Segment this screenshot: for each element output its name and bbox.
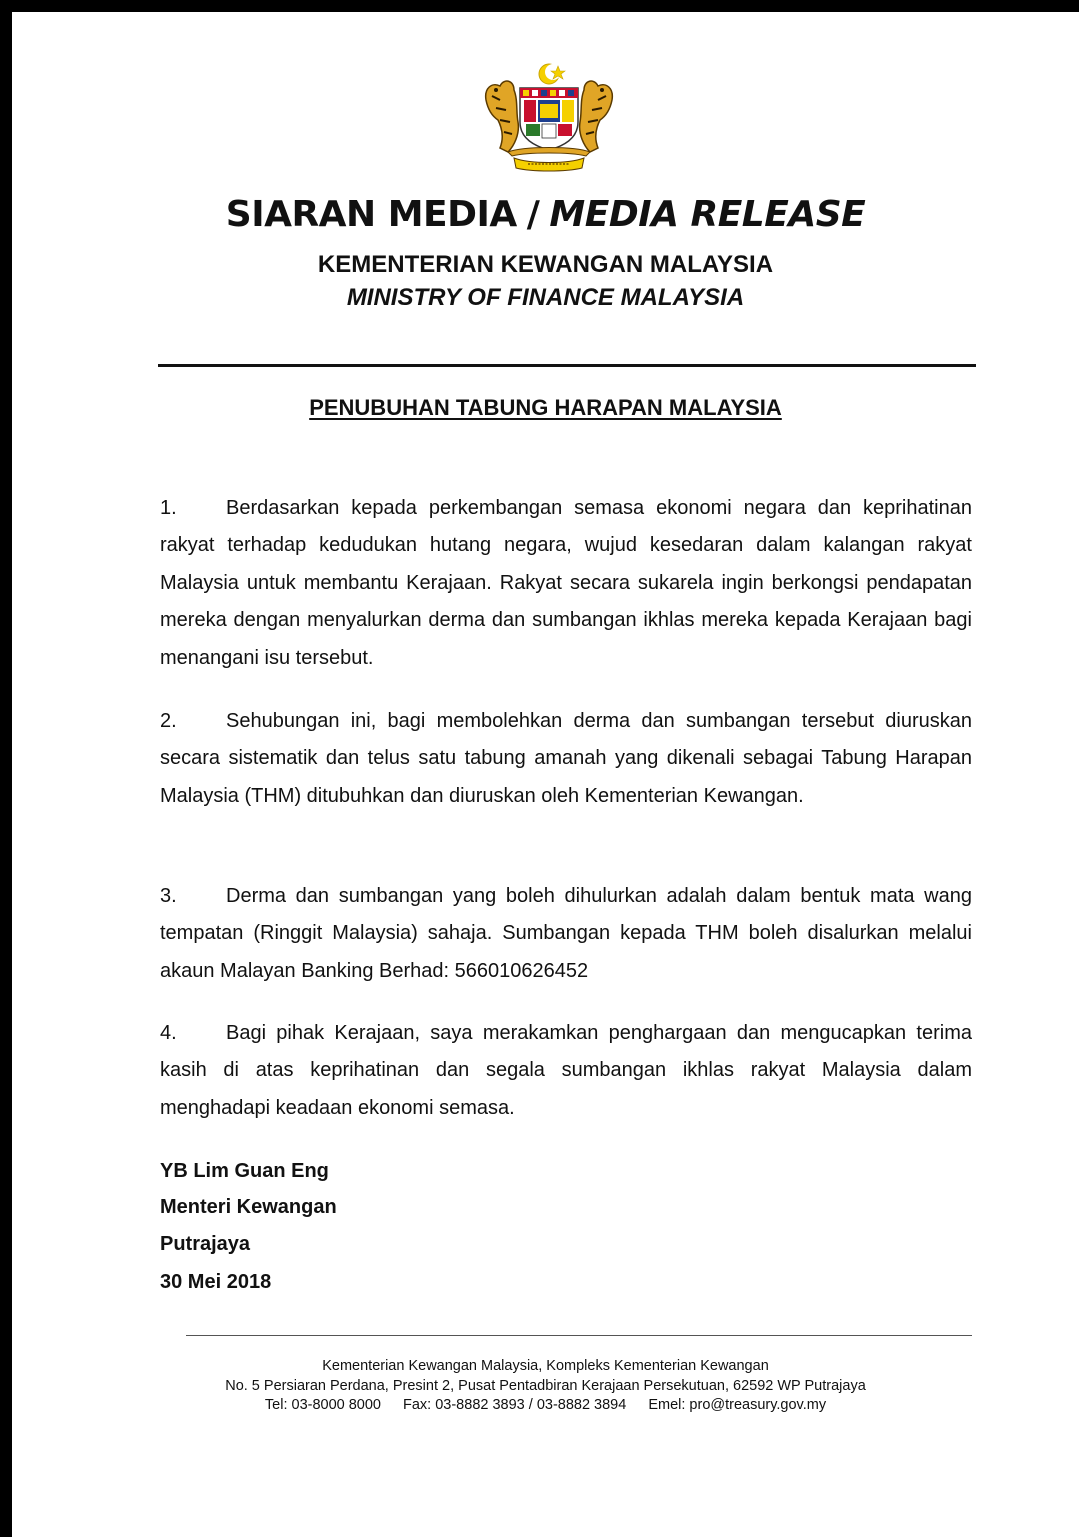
ministry-name-malay: KEMENTERIAN KEWANGAN MALAYSIA xyxy=(317,251,774,278)
coat-of-arms-icon xyxy=(474,60,624,172)
paragraph-text: Berdasarkan kepada perkembangan semasa ekonomi negara dan keprihatinan rakyat terhadap kedudukan hutang negara, wujud kesedaran dalam kalangan rakyat Malaysia untuk membantu Kerajaan. Rakyat secara sukarela ingin berkongsi pendapatan mereka dengan menyalurkan derma dan sumbangan ikhlas mereka kepada Kerajaan bagi menangani isu tersebut. xyxy=(160,497,972,669)
paragraph-1 xyxy=(160,490,972,677)
title-separator: / xyxy=(526,194,540,235)
paragraph-2 xyxy=(160,703,972,815)
paragraph-number: 4. xyxy=(160,1022,177,1044)
paragraph-text: Derma dan sumbangan yang boleh dihulurkan adalah dalam bentuk mata wang tempatan (Ringgit Malaysia) sahaja. Sumbangan kepada THM boleh disalurkan melalui akaun Malayan Banking Berhad: 566010626452 xyxy=(160,885,972,982)
footer-telephone: Tel: 03-8000 8000 xyxy=(264,1397,381,1413)
footer-line-2: No. 5 Persiaran Perdana, Presint 2, Pusat Pentadbiran Kerajaan Persekutuan, 62592 WP Putrajaya xyxy=(225,1378,866,1394)
title-malay: SIARAN MEDIA xyxy=(225,194,517,235)
document-subject: PENUBUHAN TABUNG HARAPAN MALAYSIA xyxy=(309,395,782,420)
release-date: 30 Mei 2018 xyxy=(160,1271,272,1293)
signature-place: Putrajaya xyxy=(160,1233,251,1255)
page-title xyxy=(12,194,1079,235)
signatory-position: Menteri Kewangan xyxy=(160,1196,337,1218)
paragraph-4 xyxy=(160,1015,972,1127)
paragraph-number: 2. xyxy=(160,710,177,732)
signatory-name: YB Lim Guan Eng xyxy=(160,1160,329,1182)
paragraph-number: 3. xyxy=(160,885,177,907)
header-divider xyxy=(158,364,976,367)
footer-line-1: Kementerian Kewangan Malaysia, Kompleks Kementerian Kewangan xyxy=(322,1358,769,1374)
title-english: MEDIA RELEASE xyxy=(549,194,866,235)
footer-fax: Fax: 03-8882 3893 / 03-8882 3894 xyxy=(403,1397,627,1413)
paragraph-text: Bagi pihak Kerajaan, saya merakamkan penghargaan dan mengucapkan terima kasih di atas keprihatinan dan segala sumbangan ikhlas rakyat Malaysia dalam menghadapi keadaan ekonomi semasa. xyxy=(160,1022,972,1119)
document-page xyxy=(12,12,1079,1537)
footer-email: Emel: pro@treasury.gov.my xyxy=(648,1397,827,1413)
paragraph-number: 1. xyxy=(160,497,177,519)
footer-divider xyxy=(186,1335,972,1336)
footer-contact-line xyxy=(12,1397,1079,1413)
paragraph-text: Sehubungan ini, bagi membolehkan derma dan sumbangan tersebut diuruskan secara sistematik dan telus satu tabung amanah yang dikenali sebagai Tabung Harapan Malaysia (THM) ditubuhkan dan diuruskan oleh Kementerian Kewangan. xyxy=(160,710,972,807)
ministry-name-english: MINISTRY OF FINANCE MALAYSIA xyxy=(346,284,745,311)
paragraph-3 xyxy=(160,878,972,990)
